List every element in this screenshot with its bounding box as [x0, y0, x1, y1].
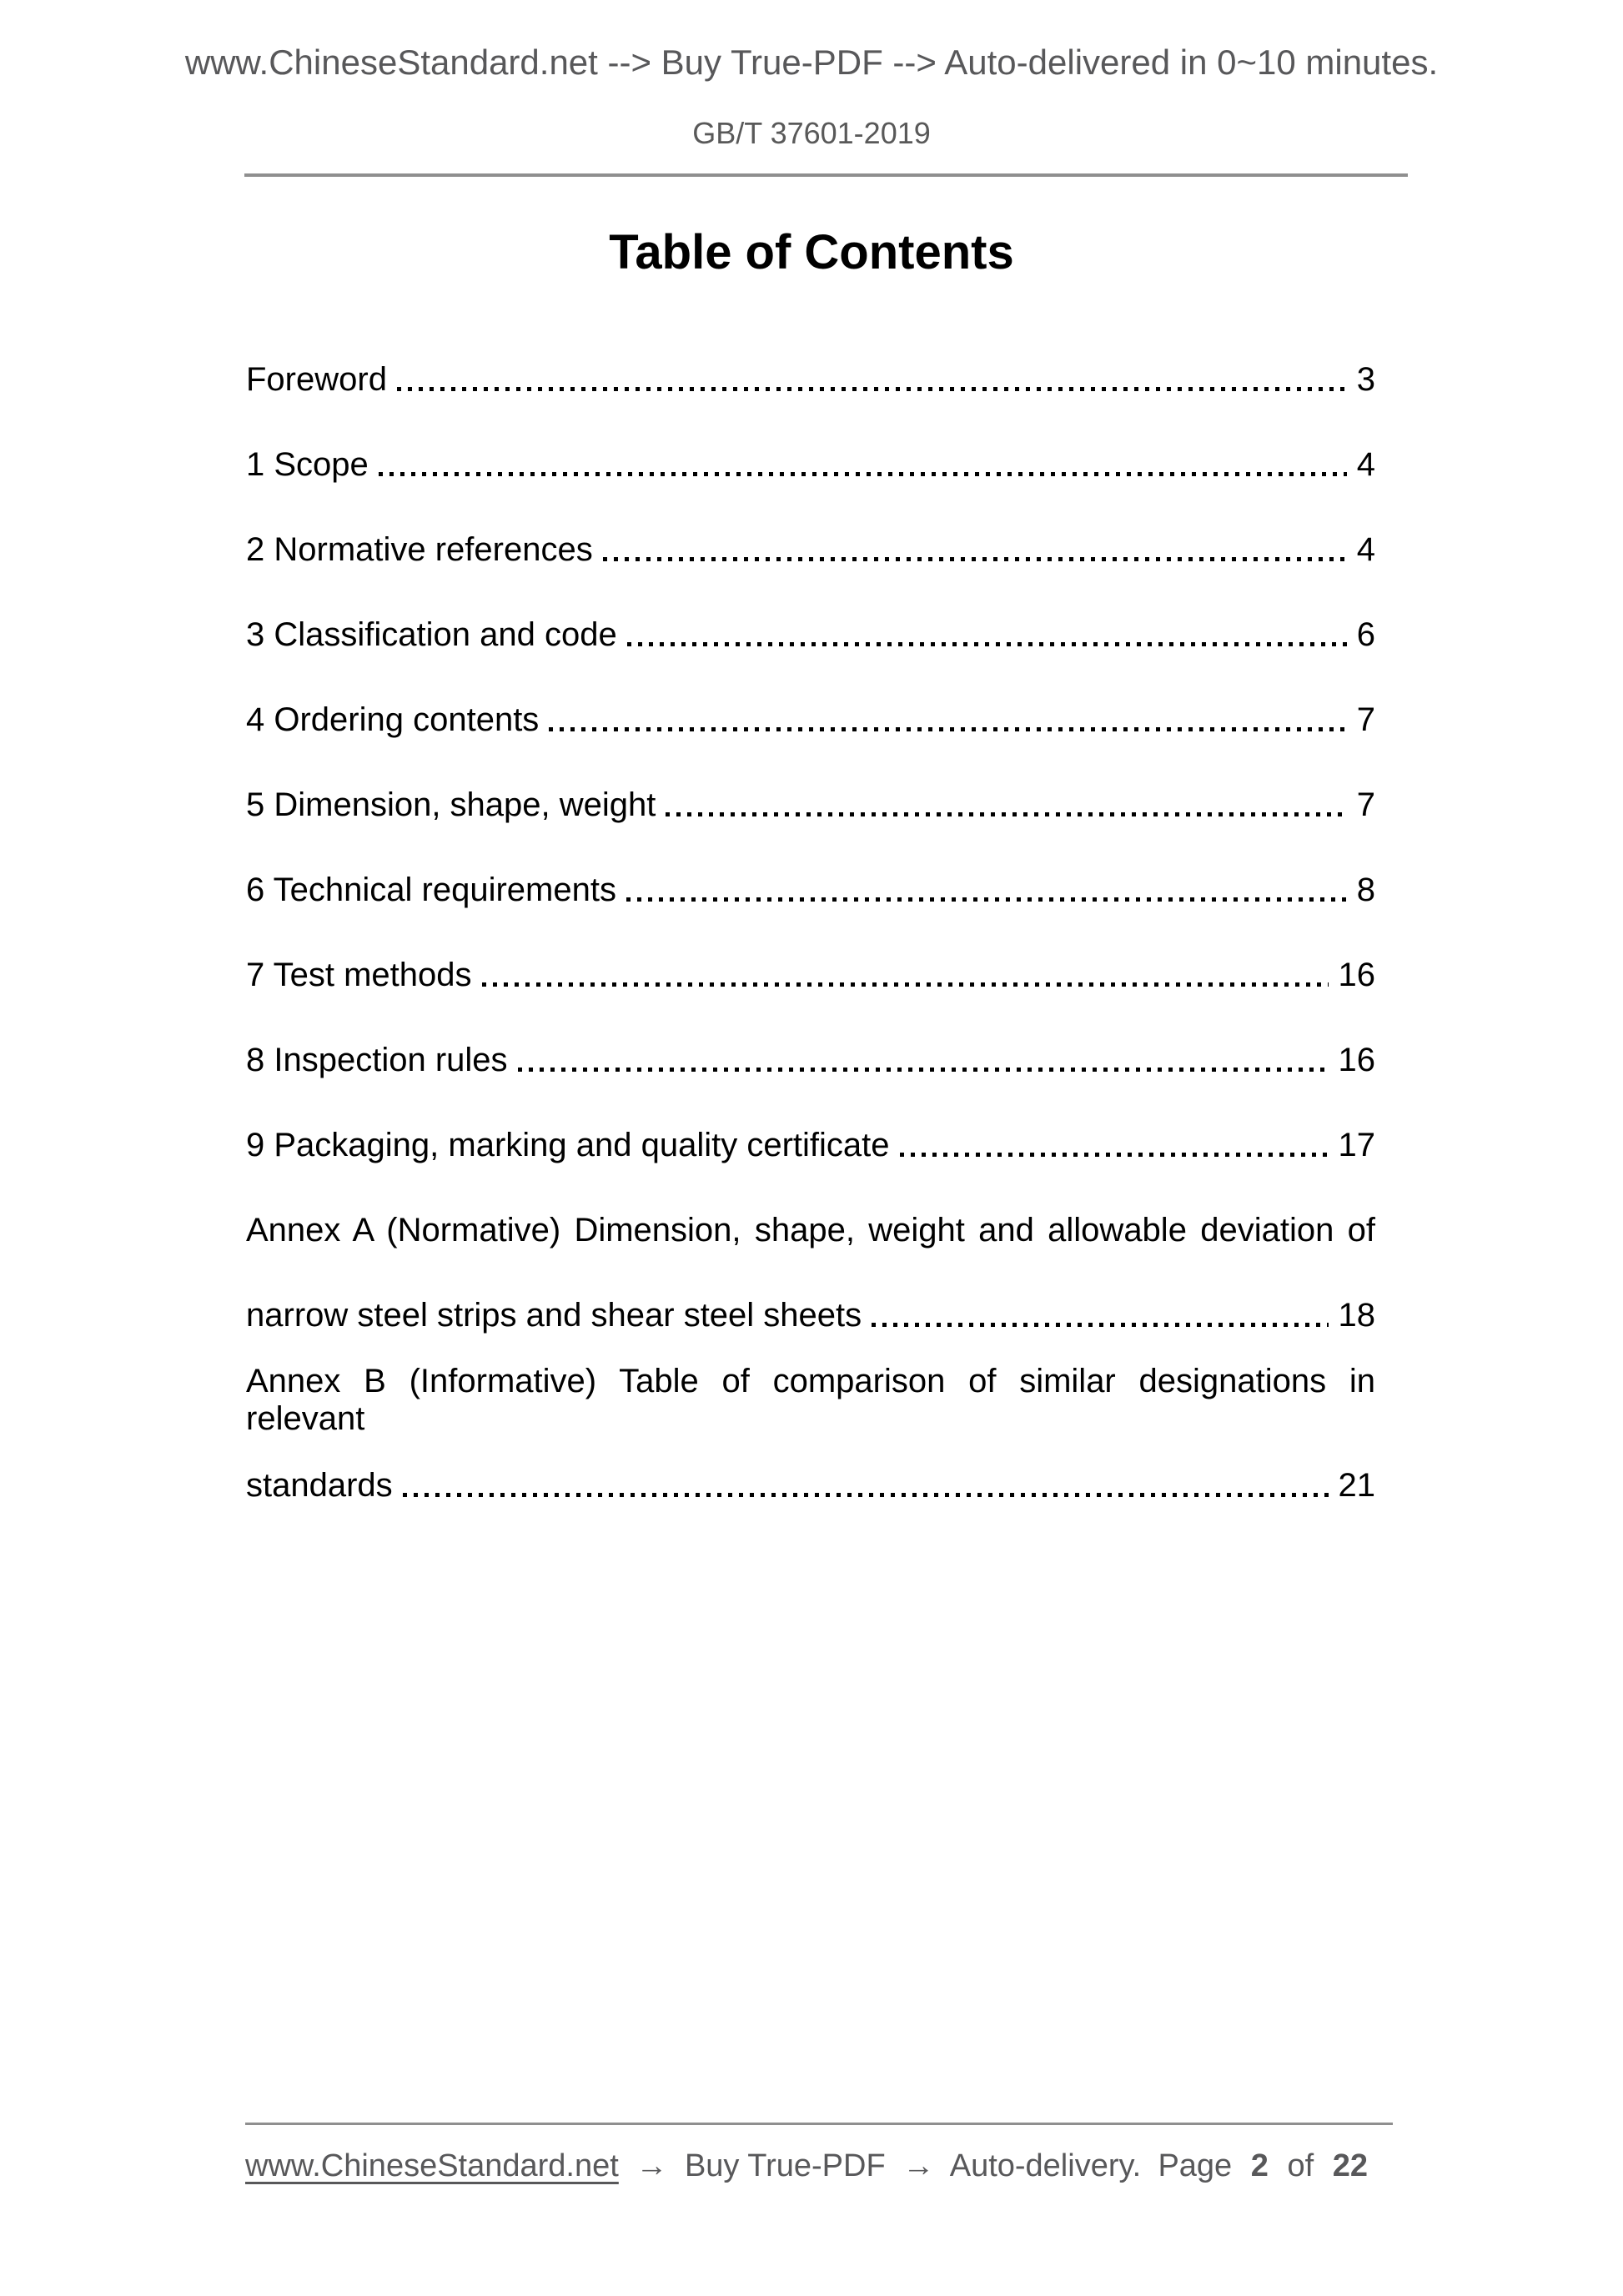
toc-entry-page: 18 — [1338, 1296, 1375, 1334]
toc-entry — [246, 1443, 1375, 1528]
toc-entry-label: narrow steel strips and shear steel sheets — [246, 1296, 862, 1334]
toc-entry-wrap-line — [246, 1188, 1375, 1273]
page-indicator — [1158, 2145, 1393, 2187]
toc-entry — [246, 507, 1375, 592]
toc-entry-label: 2 Normative references — [246, 530, 593, 568]
toc-entry — [246, 762, 1375, 847]
toc-entry — [246, 1103, 1375, 1188]
toc-entry-page: 4 — [1356, 530, 1375, 568]
toc-entry-label: 9 Packaging, marking and quality certificate — [246, 1126, 890, 1163]
toc-entry-page: 4 — [1356, 445, 1375, 483]
toc-entry-page: 16 — [1338, 1041, 1375, 1078]
toc-entry-label: standards — [246, 1466, 393, 1504]
toc-entry — [246, 422, 1375, 507]
dot-leader — [549, 703, 1346, 736]
page-label: Page — [1158, 2148, 1233, 2183]
toc-entry-label: 7 Test methods — [246, 956, 472, 993]
toc-entry-label: Annex B (Informative) Table of comparison of similar designations in relevant — [246, 1363, 1375, 1437]
toc-entry-label: Foreword — [246, 360, 387, 398]
toc-entry-page: 6 — [1356, 615, 1375, 653]
dot-leader — [403, 1469, 1329, 1502]
toc-entry-page: 7 — [1356, 701, 1375, 738]
toc-entry-label: 4 Ordering contents — [246, 701, 540, 738]
doc-number: GB/T 37601-2019 — [692, 116, 931, 150]
header-promo-text: www.ChineseStandard.net --> Buy True-PDF --> Auto-delivered in 0~10 minutes. — [184, 43, 1439, 82]
footer-link[interactable]: www.ChineseStandard.net — [245, 2148, 619, 2183]
toc-entry — [246, 592, 1375, 677]
toc-entry-page: 7 — [1356, 786, 1375, 823]
of-label: of — [1287, 2148, 1314, 2183]
page-title: Table of Contents — [609, 225, 1014, 279]
footer — [245, 2145, 1393, 2187]
toc-entry-page: 16 — [1338, 956, 1375, 993]
footer-divider — [245, 2123, 1393, 2125]
toc-entry — [246, 932, 1375, 1017]
toc-entry-label: Annex A (Normative) Dimension, shape, weight and allowable deviation of — [246, 1211, 1375, 1248]
dot-leader — [666, 788, 1346, 821]
toc-entry-page: 8 — [1356, 871, 1375, 908]
toc-entry — [246, 677, 1375, 762]
toc-entry-page: 17 — [1338, 1126, 1375, 1163]
toc-entry — [246, 1017, 1375, 1103]
toc-entry-label: 8 Inspection rules — [246, 1041, 508, 1078]
page-current: 2 — [1250, 2148, 1269, 2183]
toc-entry — [246, 337, 1375, 422]
header-divider — [244, 173, 1408, 177]
toc-entry-label: 5 Dimension, shape, weight — [246, 786, 656, 823]
toc-entry-label: 3 Classification and code — [246, 615, 617, 653]
toc-entry-label: 1 Scope — [246, 445, 369, 483]
dot-leader — [379, 448, 1347, 481]
dot-leader — [900, 1128, 1329, 1162]
toc-entry — [246, 847, 1375, 932]
arrow-right-icon: → — [636, 2148, 668, 2183]
toc-entry-page: 21 — [1338, 1466, 1375, 1504]
dot-leader — [603, 533, 1347, 566]
toc-entry-label: 6 Technical requirements — [246, 871, 616, 908]
arrow-right-icon: → — [902, 2148, 935, 2183]
toc-list — [246, 337, 1375, 1528]
toc-entry-wrap-line — [246, 1358, 1375, 1443]
page-total: 22 — [1332, 2148, 1368, 2183]
dot-leader — [626, 873, 1347, 907]
dot-leader — [627, 618, 1347, 651]
dot-leader — [397, 363, 1347, 396]
footer-delivery-text: Auto-delivery. — [949, 2148, 1142, 2183]
footer-buy-text: Buy True-PDF — [684, 2148, 886, 2183]
dot-leader — [872, 1299, 1328, 1332]
dot-leader — [518, 1043, 1329, 1077]
dot-leader — [482, 958, 1329, 992]
footer-promo — [245, 2145, 1141, 2187]
toc-entry — [246, 1273, 1375, 1358]
toc-entry-page: 3 — [1356, 360, 1375, 398]
